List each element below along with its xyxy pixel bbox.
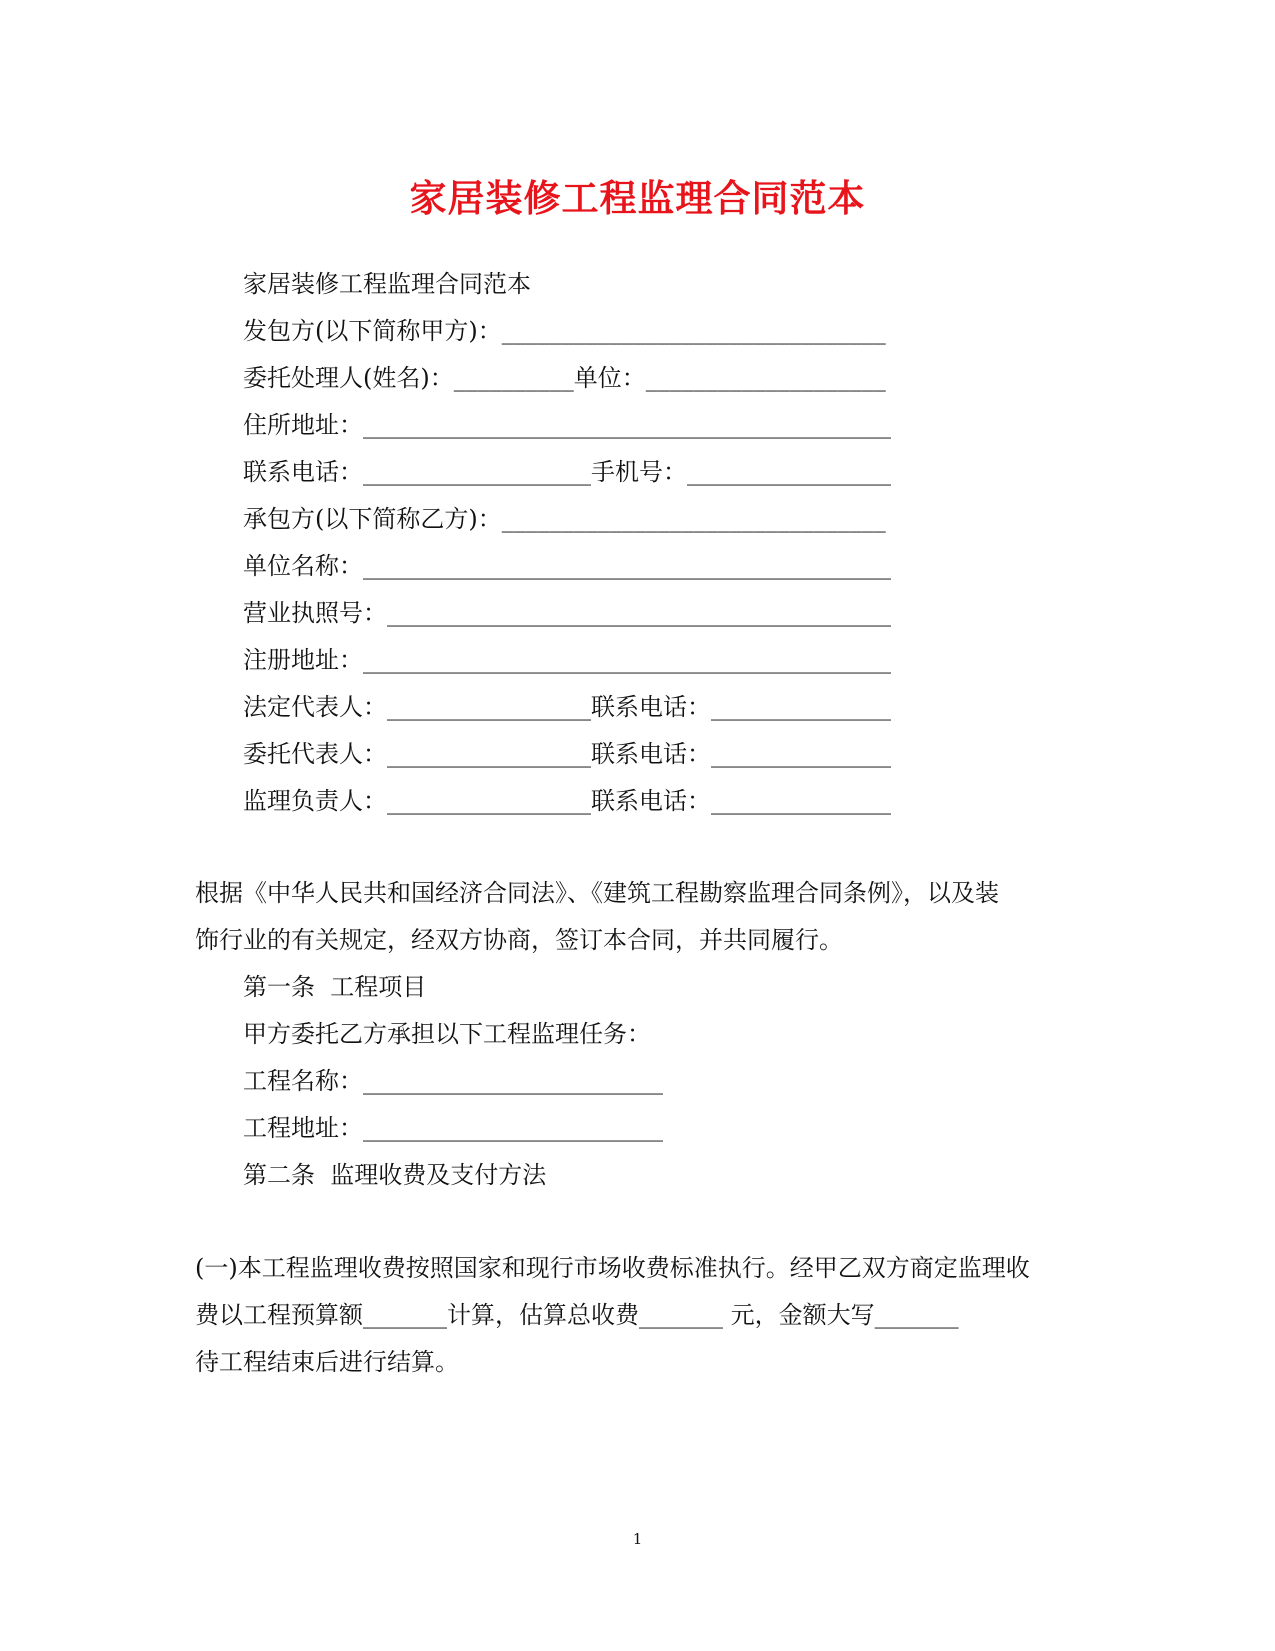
- address-line: 住所地址：____________________________________________: [243, 411, 891, 439]
- fee-line-3: 待工程结束后进行结算。: [195, 1348, 459, 1376]
- project-address-line: 工程地址：_________________________: [243, 1114, 663, 1142]
- agent-line: 委托处理人(姓名)：__________单位：____________________: [243, 364, 886, 392]
- company-name-line: 单位名称：____________________________________________: [243, 552, 891, 580]
- registered-address-line: 注册地址：____________________________________________: [243, 646, 891, 674]
- supervisor-line: 监理负责人：_________________联系电话：_______________: [243, 787, 891, 815]
- contact-line: 联系电话：___________________手机号：_________________: [243, 458, 891, 486]
- legal-rep-line: 法定代表人：_________________联系电话：_______________: [243, 693, 891, 721]
- party-b-line: 承包方(以下简称乙方)：________________________________: [243, 505, 886, 533]
- article-1-heading: 第一条 工程项目: [243, 973, 427, 1001]
- preamble-line-2: 饰行业的有关规定，经双方协商，签订本合同，并共同履行。: [195, 926, 843, 954]
- document-title: 家居装修工程监理合同范本: [409, 176, 866, 220]
- article-1-text: 甲方委托乙方承担以下工程监理任务：: [243, 1020, 651, 1048]
- subtitle-line: 家居装修工程监理合同范本: [243, 270, 531, 298]
- page-number: 1: [632, 1530, 643, 1548]
- party-a-line: 发包方(以下简称甲方)：________________________________: [243, 317, 886, 345]
- fee-line-1: (一)本工程监理收费按照国家和现行市场收费标准执行。经甲乙双方商定监理收: [195, 1254, 1030, 1282]
- article-2-heading: 第二条 监理收费及支付方法: [243, 1161, 547, 1189]
- preamble-line-1: 根据《中华人民共和国经济合同法》、《建筑工程勘察监理合同条例》，以及装: [195, 879, 999, 907]
- license-line: 营业执照号：__________________________________________: [243, 599, 891, 627]
- fee-line-2: 费以工程预算额_______计算，估算总收费_______ 元，金额大写_______: [195, 1301, 959, 1329]
- delegate-line: 委托代表人：_________________联系电话：_______________: [243, 740, 891, 768]
- project-name-line: 工程名称：_________________________: [243, 1067, 663, 1095]
